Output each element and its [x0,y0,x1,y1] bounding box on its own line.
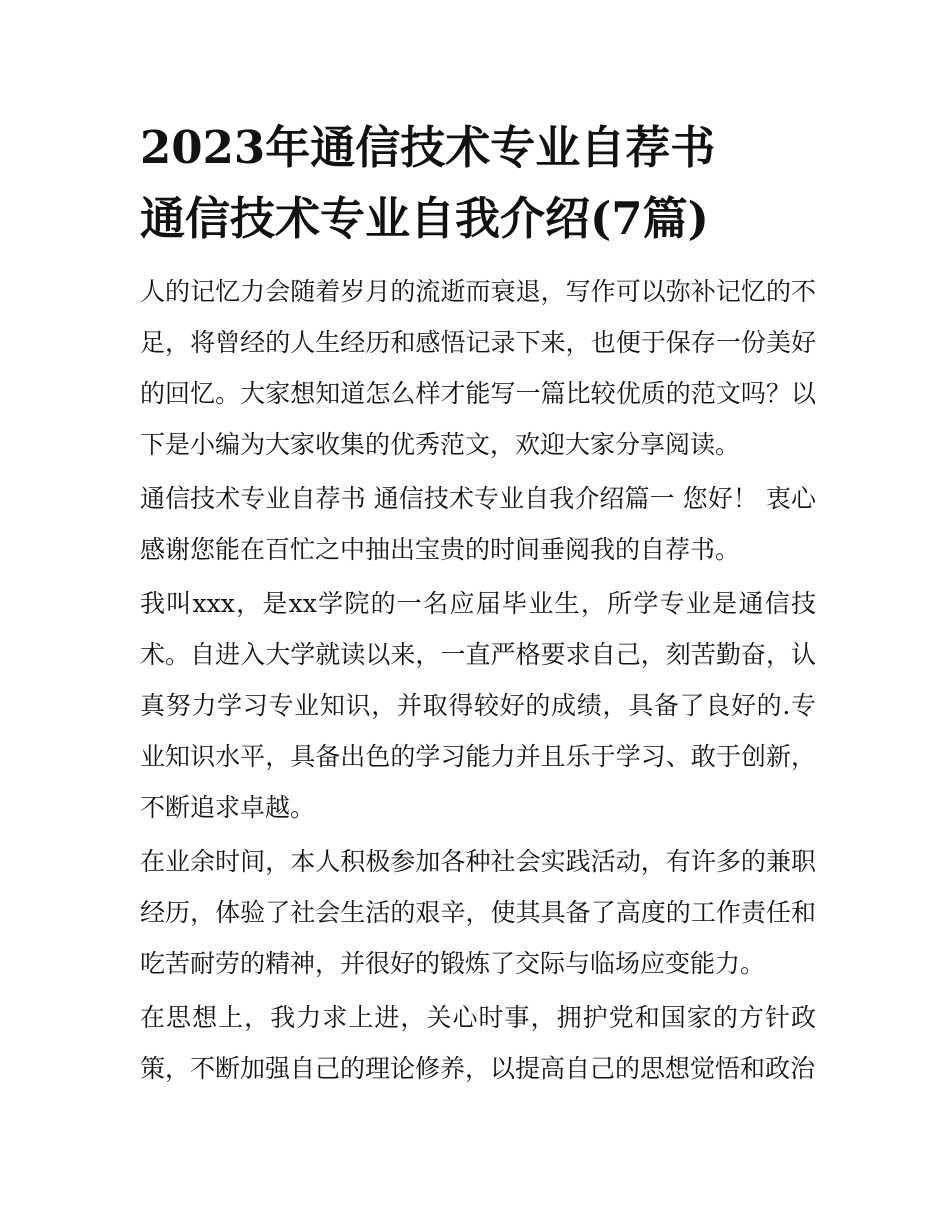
document-content [140,112,816,1097]
document-title-line-2: 通信技术专业自我介绍(7篇) [140,192,709,245]
paragraph-intro: 人的记忆力会随着岁月的流逝而衰退，写作可以弥补记忆的不足，将曾经的人生经历和感悟记录下来，也便于保存一份美好的回忆。大家想知道怎么样才能写一篇比较优质的范文吗？以下是小编为大家收集的优秀范文，欢迎大家分享阅读。 [140,277,816,459]
paragraph-ideology: 在思想上，我力求上进，关心时事，拥护党和国家的方针政策，不断加强自己的理论修养，以提高自己的思想觉悟和政治 [140,1003,816,1083]
document-body [140,266,816,1094]
paragraph-greeting: 通信技术专业自荐书 通信技术专业自我介绍篇一 您好！ 衷心感谢您能在百忙之中抽出宝贵的时间垂阅我的自荐书。 [140,484,816,564]
paragraph-practice-experience: 在业余时间，本人积极参加各种社会实践活动，有许多的兼职经历，体验了社会生活的艰辛，使其具备了高度的工作责任和吃苦耐劳的精神，并很好的锻炼了交际与临场应变能力。 [140,847,816,978]
document-title [140,112,816,254]
document-title-line-1: 2023年通信技术专业自荐书 [140,121,716,174]
paragraph-self-introduction: 我叫xxx，是xx学院的一名应届毕业生，所学专业是通信技术。自进入大学就读以来，一直严格要求自己，刻苦勤奋，认真努力学习专业知识，并取得较好的成绩，具备了良好的.专业知识水平，具备出色的学习能力并且乐于学习、敢于创新，不断追求卓越。 [140,589,816,822]
